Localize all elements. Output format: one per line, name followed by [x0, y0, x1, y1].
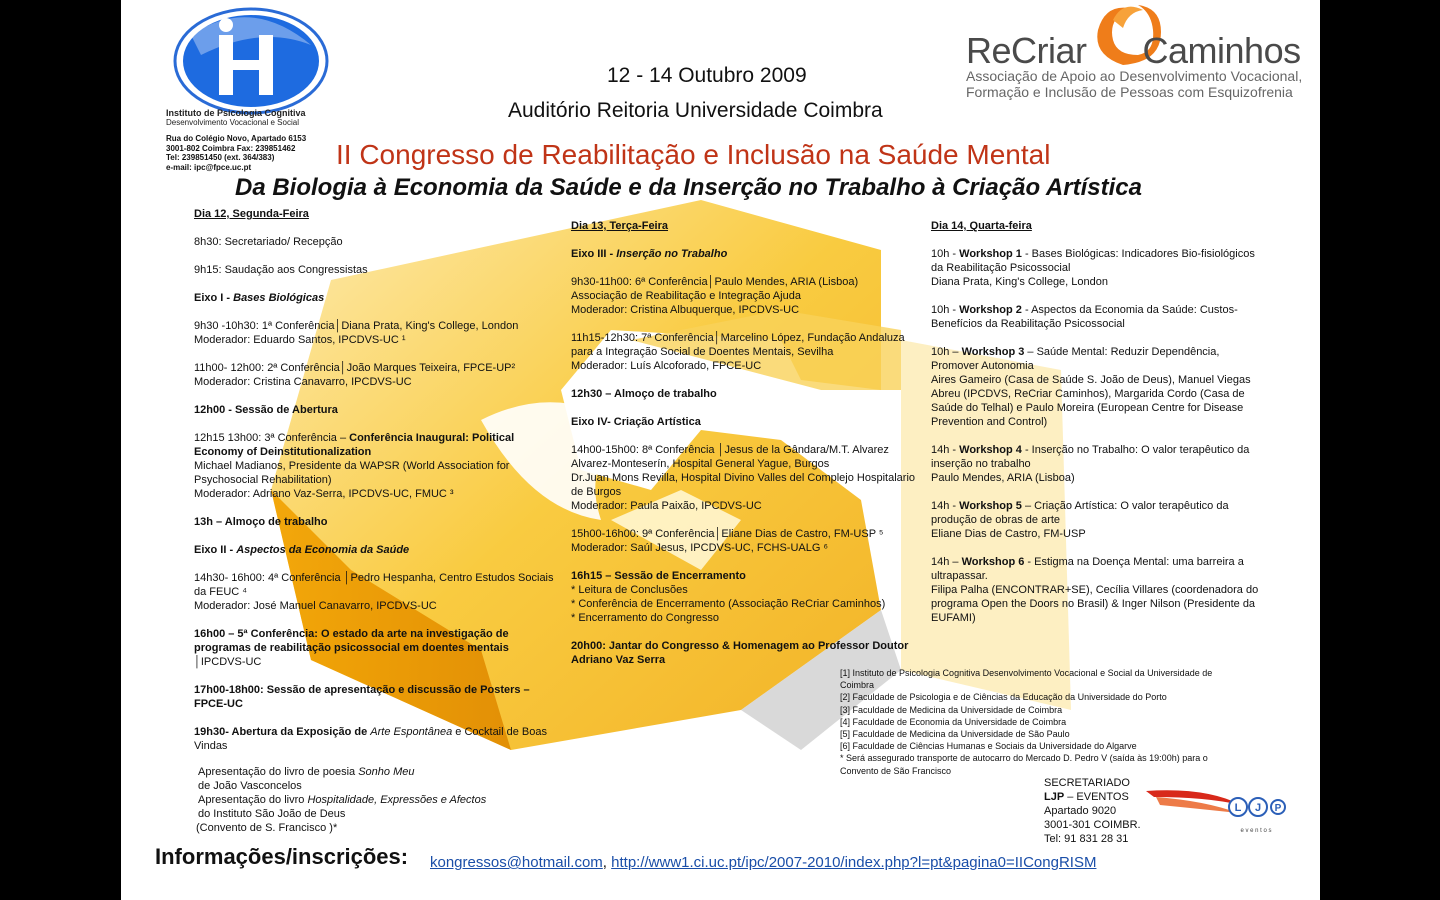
exhibit-tail: e Cocktail de Boas Vindas	[194, 726, 547, 752]
poster-page	[121, 0, 1320, 900]
schedule-line: Moderador: Cristina Albuquerque, IPCDVS-UC	[571, 304, 800, 316]
info-label: Informações/inscrições:	[155, 844, 409, 869]
schedule-line: Moderador: José Manuel Canavarro, IPCDVS-UC	[194, 600, 437, 612]
axis-heading	[571, 247, 921, 261]
workshop-topic: – Saúde Mental: Reduzir Dependência, Promover Autonomia	[931, 346, 1220, 372]
ljp-logo-p: P	[1274, 803, 1282, 814]
schedule-line: Moderador: Paula Paixão, IPCDVS-UC	[571, 500, 762, 512]
schedule-line: 9h30-11h00: 6ª Conferência│Paulo Mendes, ARIA (Lisboa)	[571, 276, 859, 288]
schedule-item: 20h00: Jantar do Congresso & Homenagem ao Professor Doutor Adriano Vaz Serra	[571, 640, 909, 666]
schedule-line: Moderador: Eduardo Santos, IPCDVS-UC ¹	[194, 334, 406, 346]
workshop-line: Paulo Mendes, ARIA (Lisboa)	[931, 472, 1075, 484]
workshop-item	[931, 443, 1261, 485]
ipc-logo	[171, 5, 331, 117]
schedule-line: Dr.Juan Mons Revilla, Hospital Divino Valles del Complejo Hospitalario de Burgos	[571, 472, 916, 498]
footnotes	[840, 667, 1270, 777]
schedule-line: Michael Madianos, Presidente da WAPSR (World Association for Psychosocial Rehabilitation)	[194, 460, 510, 486]
book-line: do Instituto São João de Deus	[198, 808, 346, 820]
schedule-item: 17h00-18h00: Sessão de apresentação e discussão de Posters – FPCE-UC	[194, 684, 530, 710]
org-name: LJP	[1044, 791, 1065, 803]
ipc-name: Instituto de Psicologia Cognitiva	[166, 108, 306, 118]
schedule-item	[194, 319, 554, 347]
secretariado-phone: Tel: 91 831 28 31	[1044, 833, 1129, 845]
schedule-item	[194, 361, 554, 389]
schedule-line: Associação de Reabilitação e Integração Ajuda	[571, 290, 801, 302]
schedule-item	[194, 571, 554, 613]
day-14-column	[931, 219, 1261, 639]
workshop-line	[931, 443, 1261, 471]
book-presentations	[196, 765, 536, 835]
schedule-item: 12h00 - Sessão de Abertura	[194, 404, 338, 416]
workshop-name: Workshop 3	[961, 346, 1025, 358]
schedule-line: │IPCDVS-UC	[194, 656, 262, 668]
axis-heading	[194, 291, 554, 305]
footnote: [3] Faculdade de Medicina da Universidade de Coimbra	[840, 704, 1063, 715]
workshop-topic: - Estigma na Doença Mental: uma barreira a ultrapassar.	[931, 556, 1244, 582]
time: 12h15 13h00	[194, 432, 259, 444]
workshop-name: Workshop 6	[961, 556, 1025, 568]
ipc-subtitle: Desenvolvimento Vocacional e Social	[166, 118, 299, 127]
workshop-line: Filipa Palha (ENCONTRAR+SE), Cecília Villares (coordenadora do programa Open the Doors no Brasil) & Inger Nilson (Presidente da EUFAMI)	[931, 584, 1259, 624]
ipc-address-line: Rua do Colégio Novo, Apartado 6153	[166, 134, 307, 143]
schedule-line: Moderador: Luís Alcoforado, FPCE-UC	[571, 360, 762, 372]
recriar-tagline-2: Formação e Inclusão de Pessoas com Esquizofrenia	[966, 84, 1293, 100]
axis-label: Eixo II -	[194, 544, 237, 556]
workshop-name: Workshop 4	[959, 444, 1022, 456]
secretariado-address: 3001-301 COIMBR.	[1044, 819, 1141, 831]
exhibit-label: 19h30- Abertura da Exposição de	[194, 726, 371, 738]
schedule-item: 13h – Almoço de trabalho	[194, 516, 328, 528]
exhibit-title: Arte Espontânea	[370, 726, 453, 738]
footnote: * Será assegurado transporte de autocarro do Mercado D. Pedro V (saída às 19:00h) para o	[840, 753, 1208, 764]
workshop-item	[931, 345, 1261, 429]
footnote: Coimbra	[840, 680, 875, 691]
schedule-item	[571, 331, 921, 373]
ljp-eventos-logo	[1146, 783, 1286, 838]
book-line: (Convento de S. Francisco )*	[196, 822, 338, 834]
schedule-item: 9h15: Saudação aos Congressistas	[194, 264, 368, 276]
day-14-heading: Dia 14, Quarta-feira	[931, 220, 1032, 232]
workshop-line	[931, 555, 1261, 583]
congress-subtitle: Da Biologia à Economia da Saúde e da Inserção no Trabalho à Criação Artística	[235, 174, 1142, 201]
time: 14h -	[931, 444, 960, 456]
congress-title: II Congresso de Reabilitação e Inclusão na Saúde Mental	[336, 139, 1051, 170]
footnote: [4] Faculdade de Economia da Universidade de Coimbra	[840, 716, 1067, 727]
book-line: de João Vasconcelos	[198, 780, 302, 792]
schedule-item	[194, 431, 554, 501]
ljp-logo-l: L	[1234, 802, 1242, 814]
email-link[interactable]: kongressos@hotmail.com	[430, 854, 603, 871]
footnote: [5] Faculdade de Medicina da Universidade de São Paulo	[840, 729, 1070, 740]
day-13-heading: Dia 13, Terça-Feira	[571, 220, 669, 232]
org-type: – EVENTOS	[1064, 791, 1129, 803]
recriar-tagline-1: Associação de Apoio ao Desenvolvimento Vocacional,	[966, 68, 1303, 84]
workshop-line	[931, 345, 1261, 373]
schedule-line: 9h30 -10h30: 1ª Conferência│Diana Prata, King's College, London	[194, 320, 519, 332]
workshop-line: Eliane Dias de Castro, FM-USP	[931, 528, 1086, 540]
workshop-name: Workshop 2	[959, 304, 1022, 316]
workshop-topic: - Inserção no Trabalho: O valor terapêutico da inserção no trabalho	[931, 444, 1250, 470]
schedule-item: 12h30 – Almoço de trabalho	[571, 388, 717, 400]
axis-title: Inserção no Trabalho	[616, 248, 728, 260]
ljp-logo-sub: e v e n t o s	[1240, 828, 1272, 834]
day-13-column	[571, 219, 921, 681]
workshop-item	[931, 247, 1261, 289]
book-title: Sonho Meu	[358, 766, 415, 778]
workshop-line: Aires Gameiro (Casa de Saúde S. João de Deus), Manuel Viegas Abreu (IPCDVS, ReCriar Caminhos), Margarida Cordo (Casa de Saúde do Telhal) e Paulo Moreira (European Centre for Disease Prevention and Control)	[931, 374, 1251, 428]
schedule-item	[571, 443, 921, 513]
schedule-line: * Leitura de Conclusões	[571, 584, 688, 596]
axis-label: Eixo III -	[571, 248, 617, 260]
schedule-line: 14h30- 16h00: 4ª Conferência │Pedro Hespanha, Centro Estudos Sociais da FEUC ⁴	[194, 572, 554, 598]
time: 10h -	[931, 248, 960, 260]
schedule-line: Moderador: Saúl Jesus, IPCDVS-UC, FCHS-UALG ⁶	[571, 542, 828, 554]
workshop-item	[931, 499, 1261, 541]
workshop-line	[931, 499, 1261, 527]
schedule-line: 15h00-16h00: 9ª Conferência│Eliane Dias de Castro, FM-USP ⁵	[571, 528, 884, 540]
time: 10h -	[931, 304, 960, 316]
event-venue: Auditório Reitoria Universidade Coimbra	[508, 99, 883, 122]
book-label: Apresentação do livro de poesia	[198, 766, 359, 778]
day-12-column	[194, 207, 554, 767]
schedule-line: * Encerramento do Congresso	[571, 612, 719, 624]
workshop-topic: - Aspectos da Economia da Saúde: Custos-Benefícios da Reabilitação Psicossocial	[931, 304, 1238, 330]
schedule-line: 11h15-12h30: 7ª Conferência│Marcelino López, Fundação Andaluza para a Integração Social de Doentes Mentais, Sevilha	[571, 332, 905, 358]
book-line	[196, 793, 536, 807]
schedule-item	[194, 627, 554, 669]
time: 10h –	[931, 346, 962, 358]
time: 14h –	[931, 556, 962, 568]
schedule-line: 16h15 – Sessão de Encerramento	[571, 570, 746, 582]
schedule-line: 16h00 – 5ª Conferência: O estado da arte na investigação de programas de reabilitação psicossocial em doentes mentais	[194, 628, 509, 654]
time: 14h -	[931, 500, 960, 512]
axis-title: Aspectos da Economia da Saúde	[236, 544, 410, 556]
schedule-line: Moderador: Adriano Vaz-Serra, IPCDVS-UC, FMUC ³	[194, 488, 454, 500]
axis-heading: Eixo IV- Criação Artística	[571, 416, 701, 428]
schedule-item	[571, 527, 921, 555]
secretariado-title: SECRETARIADO	[1044, 777, 1130, 789]
axis-heading	[194, 543, 554, 557]
ljp-logo-j: J	[1254, 802, 1262, 814]
schedule-line: 11h00- 12h00: 2ª Conferência│João Marques Teixeira, FPCE-UP²	[194, 362, 516, 374]
workshop-item	[931, 303, 1261, 331]
workshop-name: Workshop 1	[959, 248, 1022, 260]
schedule-line: Moderador: Cristina Canavarro, IPCDVS-UC	[194, 376, 412, 388]
axis-title: Bases Biológicas	[233, 292, 325, 304]
book-title: Hospitalidade, Expressões e Afectos	[307, 794, 487, 806]
day-12-heading: Dia 12, Segunda-Feira	[194, 208, 309, 220]
footnote: [2] Faculdade de Psicologia e de Ciências da Educação da Universidade do Porto	[840, 692, 1167, 703]
event-date: 12 - 14 Outubro 2009	[607, 64, 807, 87]
recriar-name-1: ReCriar	[966, 30, 1087, 71]
schedule-item	[194, 725, 554, 753]
workshop-topic: – Criação Artística: O valor terapêutico da produção de obras de arte	[931, 500, 1229, 526]
footnote: [6] Faculdade de Ciências Humanas e Sociais da Universidade do Algarve	[840, 741, 1137, 752]
footnote: [1] Instituto de Psicologia Cognitiva Desenvolvimento Vocacional e Social da Universidade de	[840, 668, 1213, 678]
conf-title: Conferência Inaugural: Political Economy of Deinstitutionalization	[194, 432, 515, 458]
schedule-line: * Conferência de Encerramento (Associação ReCriar Caminhos)	[571, 598, 886, 610]
workshop-line: Diana Prata, King's College, London	[931, 276, 1108, 288]
axis-label: Eixo I -	[194, 292, 234, 304]
footnote: Convento de São Francisco	[840, 765, 952, 776]
workshop-line	[931, 247, 1261, 275]
ipc-address-line: 3001-802 Coimbra Fax: 239851462	[166, 143, 296, 153]
ipc-address-line: e-mail: ipc@fpce.uc.pt	[166, 162, 252, 172]
schedule-item: 8h30: Secretariado/ Recepção	[194, 236, 343, 248]
schedule-line: 14h00-15h00: 8ª Conferência │Jesus de la Gândara/M.T. Alvarez Alvarez-Monteserín, Hospital General Yague, Burgos	[571, 444, 889, 470]
book-label: Apresentação do livro	[198, 794, 308, 806]
workshop-item	[931, 555, 1261, 625]
link-separator: ,	[602, 854, 607, 871]
schedule-item	[571, 275, 921, 317]
schedule-item	[571, 569, 921, 625]
info-links	[430, 854, 1096, 871]
workshop-line	[931, 303, 1261, 331]
workshop-topic: - Bases Biológicas: Indicadores Bio-fisiológicos da Reabilitação Psicossocial	[931, 248, 1255, 274]
website-link[interactable]: http://www1.ci.uc.pt/ipc/2007-2010/index.php?l=pt&pagina0=IICongRISM	[611, 854, 1097, 871]
secretariado-address: Apartado 9020	[1044, 805, 1117, 817]
conf-label: : 3ª Conferência –	[258, 432, 350, 444]
book-line	[196, 765, 536, 779]
recriar-logo-name	[966, 30, 1301, 72]
workshop-name: Workshop 5	[959, 500, 1022, 512]
ipc-address-line: Tel: 239851450 (ext. 364/383)	[166, 153, 275, 162]
schedule-line	[194, 431, 554, 459]
recriar-name-2: Caminhos	[1142, 30, 1301, 71]
